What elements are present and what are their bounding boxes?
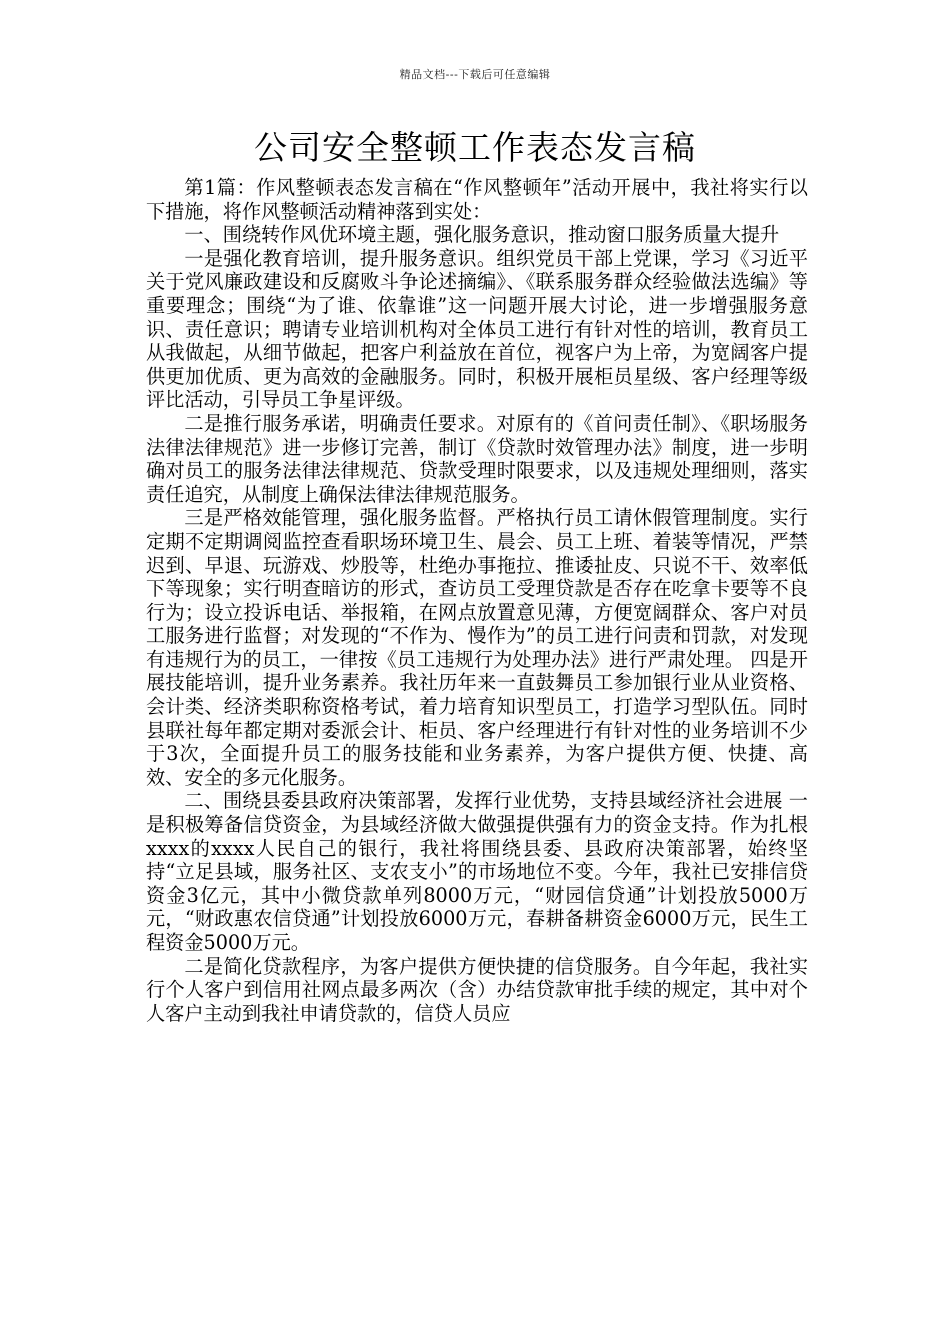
paragraph-section-2: 二、围绕县委县政府决策部署，发挥行业优势，支持县域经济社会进展 一是积极筹备信贷资金，为县域经济做大做强提供强有力的资金支持。作为扎根xxxx的xxxx人民自己的银行，我社将围绕县委、县政府决策部署，始终坚持“立足县域，服务社区、支农支小”的市场地位不变。今年，我社已安排信贷资金3亿元，其中小微贷款单列8000万元，“财园信贷通”计划投放5000万元，“财政惠农信贷通”计划投放6000万元，春耕备耕资金6000万元，民生工程资金5000万元。 bbox=[146, 789, 808, 954]
document-body bbox=[146, 176, 808, 1025]
header-note: 精品文档---下载后可任意编辑 bbox=[399, 68, 551, 81]
paragraph-intro: 第1篇：作风整顿表态发言稿在“作风整顿年”活动开展中，我社将实行以下措施，将作风整顿活动精神落到实处： bbox=[146, 176, 808, 223]
paragraph-item-1: 一是强化教育培训，提升服务意识。组织党员干部上党课，学习《习近平关于党风廉政建设和反腐败斗争论述摘编》、《联系服务群众经验做法选编》等重要理念；围绕“为了谁、依靠谁”这一问题开展大讨论，进一步增强服务意识、责任意识；聘请专业培训机构对全体员工进行有针对性的培训，教育员工从我做起，从细节做起，把客户利益放在首位，视客户为上帝，为宽阔客户提供更加优质、更为高效的金融服务。同时，积极开展柜员星级、客户经理等级评比活动，引导员工争星评级。 bbox=[146, 246, 808, 412]
paragraph-section-2-item-2: 二是简化贷款程序，为客户提供方便快捷的信贷服务。自今年起，我社实行个人客户到信用社网点最多两次（含）办结贷款审批手续的规定，其中对个人客户主动到我社申请贷款的，信贷人员应 bbox=[146, 954, 808, 1025]
paragraph-section-1-heading: 一、围绕转作风优环境主题，强化服务意识，推动窗口服务质量大提升 bbox=[184, 223, 780, 247]
paragraph-item-2: 二是推行服务承诺，明确责任要求。对原有的《首问责任制》、《职场服务法律法律规范》进一步修订完善，制订《贷款时效管理办法》制度，进一步明确对员工的服务法律法律规范、贷款受理时限要求，以及违规处理细则，落实责任追究，从制度上确保法律法律规范服务。 bbox=[146, 411, 808, 506]
document-title: 公司安全整顿工作表态发言稿 bbox=[254, 128, 696, 167]
paragraph-item-3-4: 三是严格效能管理，强化服务监督。严格执行员工请休假管理制度。实行定期不定期调阅监控查看职场环境卫生、晨会、员工上班、着装等情况，严禁迟到、早退、玩游戏、炒股等，杜绝办事拖拉、推诿扯皮、只说不干、效率低下等现象；实行明查暗访的形式，查访员工受理贷款是否存在吃拿卡要等不良行为；设立投诉电话、举报箱，在网点放置意见薄，方便宽阔群众、客户对员工服务进行监督；对发现的“不作为、慢作为”的员工进行问责和罚款，对发现有违规行为的员工，一律按《员工违规行为处理办法》进行严肃处理。 四是开展技能培训，提升业务素养。我社历年来一直鼓舞员工参加银行业从业资格、会计类、经济类职称资格考试，着力培育知识型员工，打造学习型队伍。同时县联社每年都定期对委派会计、柜员、客户经理进行有针对性的业务培训不少于3次，全面提升员工的服务技能和业务素养，为客户提供方便、快捷、高效、安全的多元化服务。 bbox=[146, 506, 808, 789]
